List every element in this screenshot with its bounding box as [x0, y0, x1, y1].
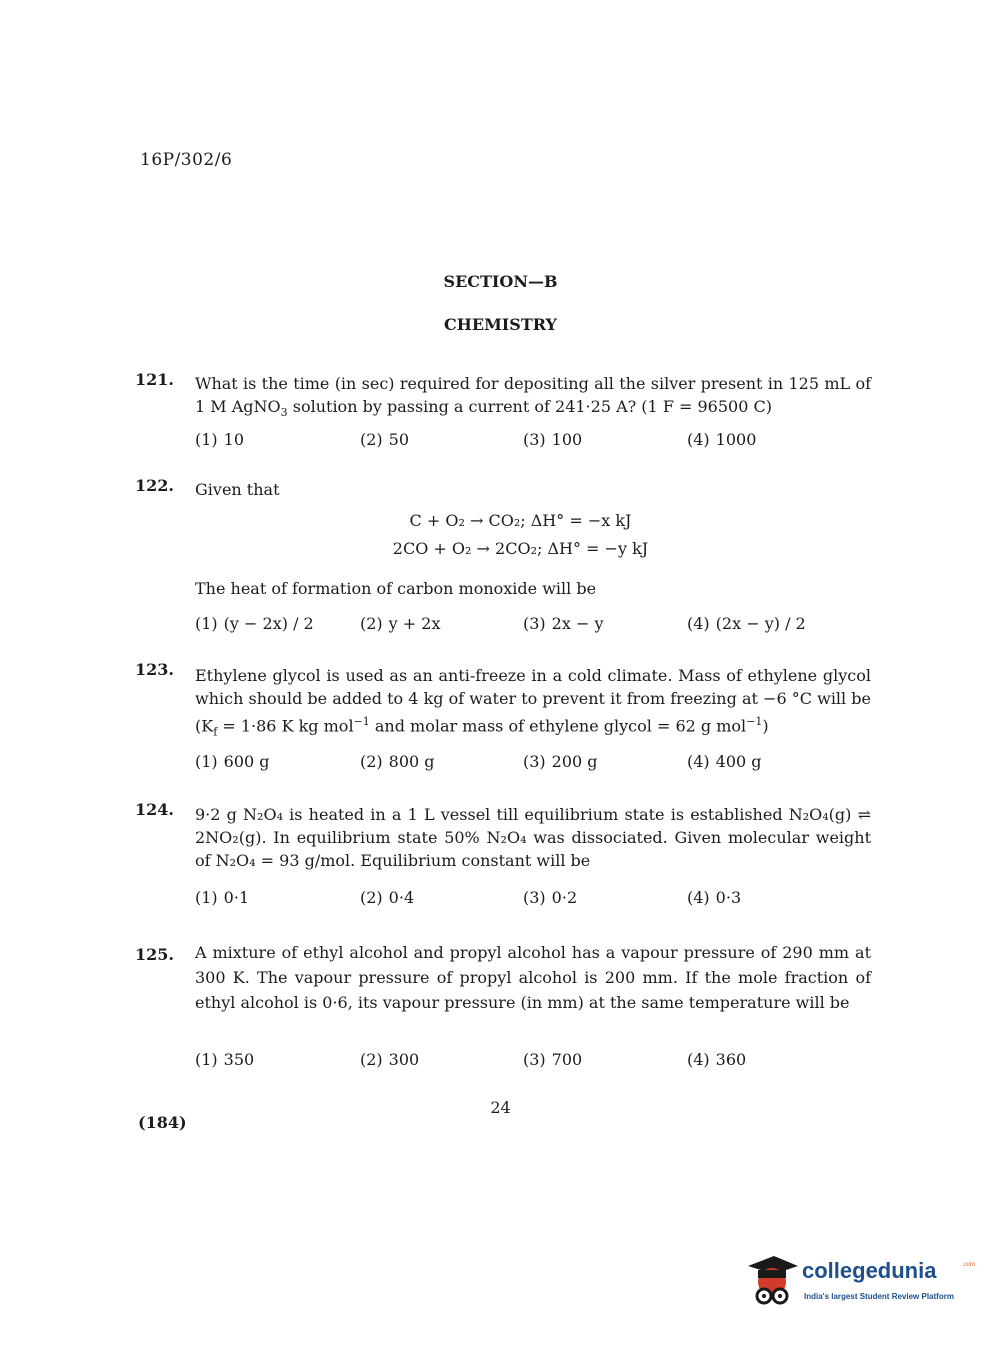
question-number: 122. — [135, 476, 174, 495]
option: (2) y + 2x — [360, 614, 441, 633]
footer-code: (184) — [138, 1113, 187, 1132]
question-text: 9·2 g N₂O₄ is heated in a 1 L vessel till equilibrium state is established N₂O₄(g) ⇌ 2NO₂(g). In equilibrium state 50% N₂O₄ was dissociated. Given molecular weight of N₂O₄ = 93 g/mol. Equilibrium constant will be — [195, 805, 871, 870]
options-row — [195, 614, 835, 638]
section-title: SECTION—B — [443, 272, 558, 291]
option: (4) 400 g — [687, 752, 762, 771]
options-row — [195, 752, 835, 776]
option: (4) 1000 — [687, 430, 757, 449]
question-number: 125. — [135, 945, 174, 964]
collegedunia-logo[interactable] — [744, 1252, 974, 1312]
equation-2: 2CO + O₂ → 2CO₂; ΔH° = −y kJ — [392, 539, 649, 558]
option: (1) 10 — [195, 430, 245, 449]
option: (4) 360 — [687, 1050, 747, 1069]
option: (3) 100 — [523, 430, 583, 449]
question-number: 121. — [135, 370, 174, 389]
logo-tagline: India's largest Student Review Platform — [804, 1292, 954, 1301]
option: (1) 600 g — [195, 752, 270, 771]
logo-suffix: .com — [962, 1262, 976, 1268]
subject-title: CHEMISTRY — [444, 315, 557, 334]
option: (2) 300 — [360, 1050, 420, 1069]
question-text: The heat of formation of carbon monoxide will be — [195, 579, 597, 598]
mascot-icon — [744, 1252, 800, 1312]
option: (1) 0·1 — [195, 888, 250, 907]
option: (1) 350 — [195, 1050, 255, 1069]
option: (4) 0·3 — [687, 888, 742, 907]
question-number: 123. — [135, 660, 174, 679]
options-row — [195, 430, 835, 454]
question-intro: Given that — [195, 480, 280, 499]
option: (1) (y − 2x) / 2 — [195, 614, 314, 633]
option: (3) 700 — [523, 1050, 583, 1069]
options-row — [195, 888, 835, 912]
option: (2) 800 g — [360, 752, 435, 771]
logo-name: collegedunia — [802, 1258, 937, 1283]
option: (3) 200 g — [523, 752, 598, 771]
question-text: What is the time (in sec) required for depositing all the silver present in 125 mL of 1 M AgNO$_3$ solution by passing a current of 241·25 A? (1 F = 96500 C) — [195, 374, 871, 420]
page-number: 24 — [490, 1098, 511, 1117]
option: (3) 0·2 — [523, 888, 578, 907]
paper-code: 16P/302/6 — [140, 150, 233, 170]
options-row — [195, 1050, 835, 1074]
option: (2) 50 — [360, 430, 410, 449]
option: (3) 2x − y — [523, 614, 604, 633]
option: (4) (2x − y) / 2 — [687, 614, 806, 633]
question-text: A mixture of ethyl alcohol and propyl alcohol has a vapour pressure of 290 mm at 300 K. The vapour pressure of propyl alcohol is 200 mm. If the mole fraction of ethyl alcohol is 0·6, its vapour pressure (in mm) at the same temperature will be — [195, 943, 871, 1012]
question-number: 124. — [135, 800, 174, 819]
option: (2) 0·4 — [360, 888, 415, 907]
equation-1: C + O₂ → CO₂; ΔH° = −x kJ — [409, 511, 632, 530]
question-text: Ethylene glycol is used as an anti-freeze in a cold climate. Mass of ethylene glycol which should be added to 4 kg of water to prevent it from freezing at −6 °C will be ($K_f = 1\cdot 86$ K kg mol$^{-1}$ and molar mass of ethylene glycol = 62 g mol$^{-1}$) — [195, 666, 871, 739]
